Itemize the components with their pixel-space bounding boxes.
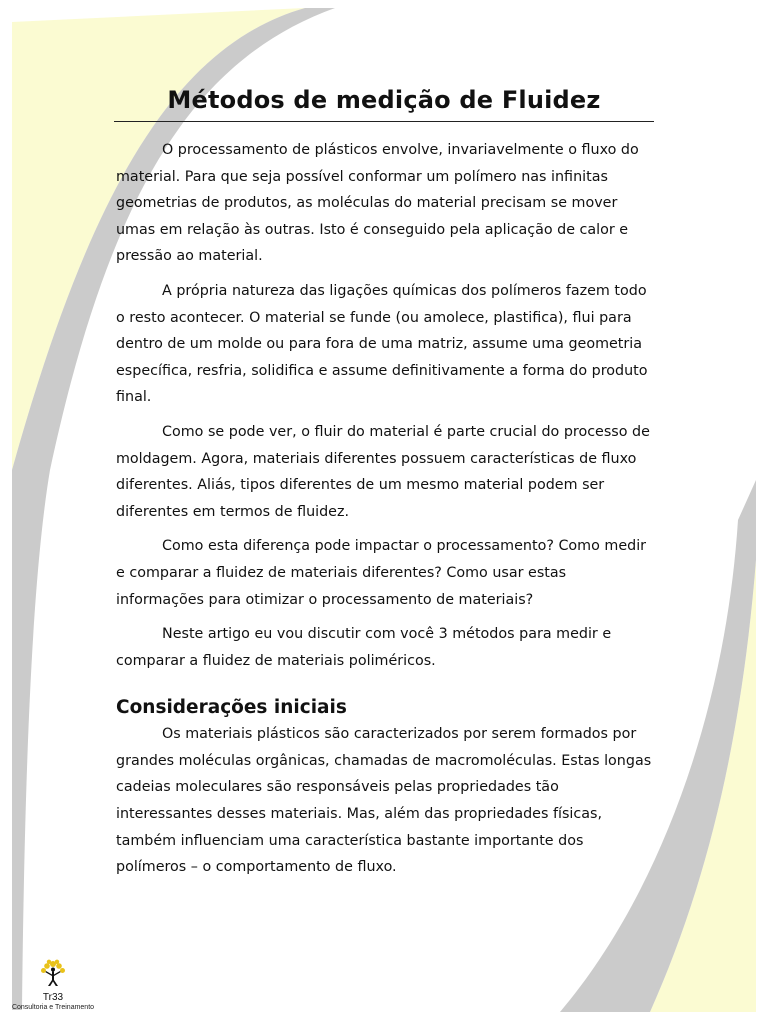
company-logo [8, 958, 98, 1012]
paragraph: Neste artigo eu vou discutir com você 3 métodos para medir e comparar a fluidez de materiais poliméricos. [116, 626, 612, 669]
paragraph: O processamento de plásticos envolve, invariavelmente o fluxo do material. Para que seja possível conformar um polímero nas infinitas geometrias de produtos, as moléculas do material precisam se mover umas em relação às outras. Isto é conseguido pela aplicação de calor e pressão ao material. [116, 142, 639, 265]
paragraph: Como se pode ver, o fluir do material é parte crucial do processo de moldagem. Agora, materiais diferentes possuem características de fluxo diferentes. Aliás, tipos diferentes de um mesmo material podem ser diferentes em termos de fluidez. [116, 423, 650, 520]
document-body [116, 137, 656, 889]
section-heading: Considerações iniciais [116, 697, 347, 719]
title-underline [114, 121, 654, 122]
document-title: Métodos de medição de Fluidez [167, 86, 601, 114]
logo-name: Tr33 [42, 992, 64, 1003]
paragraph: A própria natureza das ligações químicas dos polímeros fazem todo o resto acontecer. O material se funde (ou amolece, plastifica), flui para dentro de um molde ou para fora de uma matriz, assume uma geometria específica, resfria, solidifica e assume definitivamente a forma do produto final. [116, 282, 648, 406]
tree-person-icon [38, 958, 68, 988]
paragraph: Os materiais plásticos são caracterizados por serem formados por grandes moléculas orgânicas, chamadas de macromoléculas. Estas longas cadeias moleculares são responsáveis pelas propriedades tão interessantes desses materiais. Mas, além das propriedades físicas, também influenciam uma característica bastante importante dos polímeros – o comportamento de fluxo. [116, 726, 652, 876]
paragraph: Como esta diferença pode impactar o processamento? Como medir e comparar a fluidez de materiais diferentes? Como usar estas informações para otimizar o processamento de materiais? [116, 538, 647, 608]
logo-subtitle: Consultoria e Treinamento [11, 1004, 95, 1011]
